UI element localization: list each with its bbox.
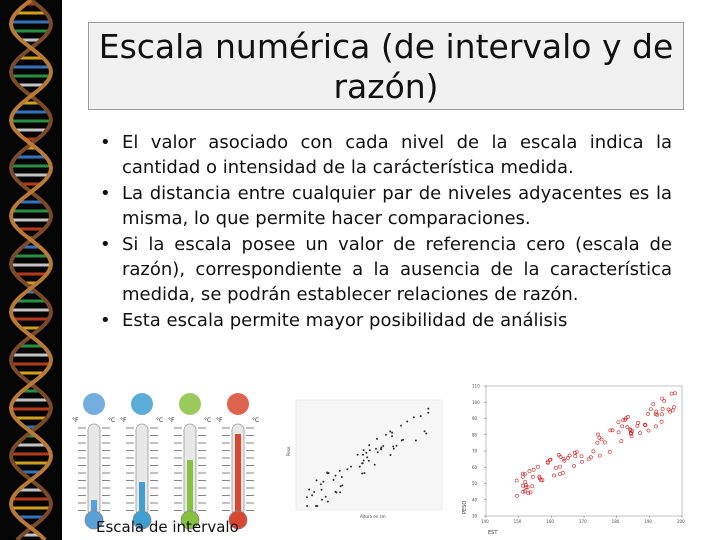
scatter-large-xtick: 170 [579,519,587,524]
bullet-item [96,232,672,307]
scatter-small-point [308,489,310,491]
scatter-small-point [316,505,318,507]
scatter-small-point [396,445,398,447]
scatter-small-point [389,430,391,432]
scatter-plot-large-image [458,382,690,540]
scatter-small-point [393,448,395,450]
scatter-small-point [357,454,359,456]
scatter-small-point [346,468,348,470]
scatter-small-point [327,501,329,503]
scatter-small-xlabel: Altura en cm [360,514,386,519]
scatter-small-point [392,446,394,448]
dna-helix-image [0,0,62,540]
scatter-small-point [326,472,328,474]
scatter-large-ytick: 30 [472,513,478,519]
bullet-dot: • [100,132,111,153]
scatter-small-point [320,483,322,485]
scatter-large-ytick: 100 [472,399,480,405]
scatter-small-point [380,448,382,450]
thermo-unit-label: °C [156,417,164,424]
title-box [88,22,684,110]
scatter-small-point [313,491,315,493]
thermo-unit-label: °F [72,417,79,424]
scatter-small-point [413,416,415,418]
scatter-small-point [339,470,341,472]
scatter-small-point [365,452,367,454]
scatter-large-xtick: 200 [677,519,685,524]
scatter-small-point [368,444,370,446]
bullet-list [96,130,672,334]
bullet-item [96,130,672,180]
scatter-small-point [366,456,368,458]
bullet-text: El valor asociado con cada nivel de la escala indica la cantidad o intensidad de la carácterística medida. [122,132,672,178]
image-caption: Escala de intervalo [96,518,239,536]
scatter-large-xtick: 160 [546,519,554,524]
scatter-small-point [420,415,422,417]
scatter-small-point [369,449,371,451]
scatter-small-point [321,489,323,491]
scatter-small-point [406,421,408,423]
scatter-large-xtick: 180 [611,519,620,524]
scatter-small-point [400,425,402,427]
thermometer-icon-circle [227,393,249,415]
scatter-small-point [325,496,327,498]
scatter-large-xtick: 140 [481,519,489,524]
scatter-small-point [363,449,365,451]
bullet-item [96,181,672,231]
bullet-dot: • [100,183,111,204]
scatter-small-point [390,454,392,456]
scatter-small-point [424,430,426,432]
thermo-unit-label: °C [204,417,212,424]
scatter-small-point [316,479,318,481]
scatter-small-point [385,434,387,436]
bullet-text: La distancia entre cualquier par de niveles adyacentes es la misma, lo que permite hacer comparaciones. [122,183,672,229]
scatter-small-point [363,472,365,474]
scatter-small-point [341,476,343,478]
scatter-small-point [391,435,393,437]
scatter-small-point [382,445,384,447]
thermometer-icon-circle [131,393,153,415]
scatter-small-point [368,460,370,462]
scatter-small-point [401,439,403,441]
slide-title: Escala numérica (de intervalo y de razón) [98,27,674,106]
scatter-large-xtick: 150 [513,519,522,524]
scatter-small-point [306,496,308,498]
scatter-small-point [375,448,377,450]
scatter-small-point [363,460,365,462]
thermometer-fill [187,460,193,516]
scatter-large-ytick: 70 [472,448,478,454]
thermo-unit-label: °F [120,417,127,424]
scatter-large-xtick: 190 [644,519,652,524]
thermo-unit-label: °C [252,417,260,424]
scatter-small-point [341,484,343,486]
bullet-item [96,308,672,333]
scatter-small-point [339,491,341,493]
scatter-small-point [361,473,363,475]
scatter-small-point [427,412,429,414]
scatter-small-point [415,440,417,442]
scatter-small-point [321,499,323,501]
scatter-large-ytick: 40 [472,497,478,503]
thermometer-fill [235,434,241,516]
scatter-small-point [306,505,308,507]
scatter-large-ytick: 50 [472,481,478,486]
scatter-small-ylabel: Peso [286,446,291,456]
scatter-small-point [362,454,364,456]
bullet-dot: • [100,234,111,255]
scatter-small-point [427,408,429,410]
scatter-plot-small-image [286,396,448,520]
scatter-small-point [311,494,313,496]
scatter-small-point [340,485,342,487]
bullet-dot: • [100,310,111,331]
scatter-small-point [376,438,378,440]
scatter-large-ytick: 80 [472,432,478,438]
thermo-unit-label: °C [108,417,116,424]
scatter-small-point [333,479,335,481]
scatter-small-point [425,433,427,435]
scatter-small-point [391,432,393,434]
scatter-small-point [334,491,336,493]
scatter-small-point [350,466,352,468]
bullet-text: Si la escala posee un valor de referencia cero (escala de razón), correspondiente a la ausencia de la característica medida, se podrán establecer relaciones de razón. [122,234,672,305]
scatter-large-ytick: 110 [472,383,480,389]
scatter-small-point [377,451,379,453]
scatter-large-ytick: 90 [472,416,478,421]
scatter-large-ytick: 60 [472,464,478,470]
bullet-text: Esta escala permite mayor posibilidad de análisis [122,310,568,331]
scatter-small-point [335,475,337,477]
scatter-small-point [359,466,361,468]
scatter-large-xlabel: EST [488,530,498,536]
scatter-small-point [322,481,324,483]
scatter-small-point [374,464,376,466]
thermo-unit-label: °F [216,417,223,424]
thermo-unit-label: °F [168,417,175,424]
thermometer-icon-circle [179,393,201,415]
scatter-large-ylabel: PESO [462,500,468,514]
thermometer-icon-circle [83,393,105,415]
scatter-small-point [361,462,363,464]
